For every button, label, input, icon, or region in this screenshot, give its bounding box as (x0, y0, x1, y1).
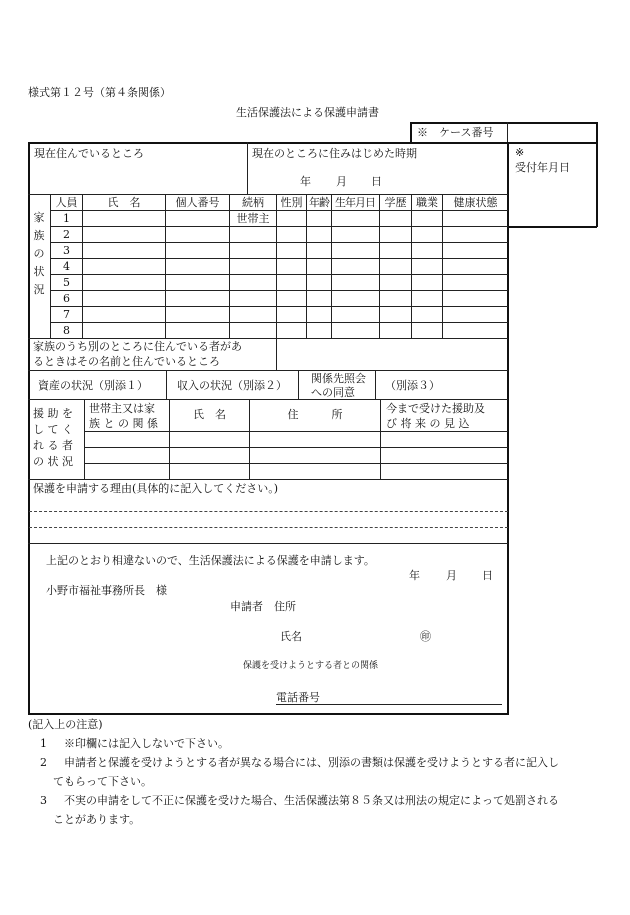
support-side-label-2: し て く (33, 423, 73, 436)
move-in-day: 日 (371, 175, 382, 188)
col-header-count: 人員 (55, 196, 78, 209)
support-side-label-3: れ る 者 (33, 439, 73, 452)
top-border (28, 142, 597, 144)
frame-left (28, 142, 30, 714)
notes-heading: (記入上の注意) (28, 718, 103, 731)
note-1: ※印欄には記入しないで下さい。 (64, 737, 229, 750)
seal-mark: ㊞ (420, 630, 431, 643)
note-3-line-2: ことがあります。 (53, 813, 141, 826)
phone-label: 電話番号 (276, 691, 320, 704)
col-header-age: 年齢 (309, 196, 329, 209)
col-header-name: 氏 名 (107, 196, 141, 209)
consent-attachment-label: （別添３） (385, 379, 440, 392)
consent-label-2: への同意 (311, 386, 355, 399)
receipt-date-label: 受付年月日 (515, 161, 570, 174)
row-number: 4 (63, 260, 70, 273)
col-header-education: 学歴 (384, 196, 407, 209)
reason-line (29, 511, 508, 512)
application-month: 月 (446, 569, 457, 582)
note-3-number: 3 (40, 794, 47, 807)
relation-label: 保護を受けようとする者との関係 (243, 661, 379, 671)
row-number: 7 (63, 308, 70, 321)
support-side-label: 援 助 を (33, 407, 73, 420)
family-side-label: 家 族 の 状 況 (33, 211, 45, 296)
address-divider (247, 142, 248, 194)
phone-underline (276, 704, 502, 705)
frame-right (507, 142, 509, 714)
separate-divider (276, 338, 277, 370)
receipt-box-right (596, 122, 598, 227)
support-relation-header-2: 族 と の 関 係 (89, 417, 158, 430)
col-header-birthdate: 生年月日 (335, 196, 375, 209)
move-in-year: 年 (300, 175, 311, 188)
note-3-line-1: 不実の申請をして不正に保護を受けた場合、生活保護法第８５条又は刑法の規定によって処罰される (64, 794, 559, 807)
family-top-line (28, 194, 508, 195)
head-of-household-cell: 世帯主 (236, 212, 270, 225)
applicant-address-label: 申請者 住所 (230, 600, 296, 613)
assets-top-line (28, 370, 508, 371)
case-number-label: ※ ケース番号 (417, 126, 494, 139)
declaration-top-line (28, 543, 508, 544)
receipt-mark: ※ (515, 146, 525, 159)
reason-line (29, 527, 508, 528)
col-header-id-number: 個人番号 (175, 196, 220, 209)
frame-bottom (28, 713, 509, 715)
row-number: 3 (63, 244, 70, 257)
note-2-line-2: てもらって下さい。 (53, 775, 152, 788)
receipt-box-bottom (507, 226, 597, 228)
row-number: 1 (63, 212, 70, 225)
applicant-name-label: 氏名 (280, 630, 302, 643)
move-in-date-label: 現在のところに住みはじめた時期 (252, 147, 417, 160)
row-number: 5 (63, 276, 70, 289)
current-address-label: 現在住んでいるところ (34, 147, 144, 160)
family-header-line (50, 210, 508, 211)
form-title: 生活保護法による保護申請書 (236, 106, 379, 119)
col-header-health: 健康状態 (453, 196, 498, 209)
support-top-line (28, 399, 508, 400)
declaration-text: 上記のとおり相違ないので、生活保護法による保護を申請します。 (46, 554, 375, 567)
row-number: 2 (63, 228, 70, 241)
note-1-number: 1 (40, 737, 47, 750)
support-side-label-4: の 状 況 (33, 455, 73, 468)
note-2-number: 2 (40, 756, 47, 769)
separate-residence-label-2: るときはその名前と住んでいるところ (33, 355, 220, 368)
reason-label: 保護を申請する理由(具体的に記入してください。) (33, 482, 279, 495)
application-year: 年 (409, 569, 420, 582)
separate-residence-label: 家族のうち別のところに住んでいる者があ (33, 340, 242, 353)
case-box-divider (507, 122, 508, 142)
support-relation-header: 世帯主又は家 (89, 402, 155, 415)
family-bottom-line (28, 338, 508, 339)
case-box-left (410, 122, 412, 142)
application-day: 日 (482, 569, 493, 582)
income-status-label: 収入の状況（別添２） (177, 379, 287, 392)
row-number: 6 (63, 292, 70, 305)
support-future-header: 今まで受けた援助及 (386, 402, 485, 415)
reason-top-line (28, 479, 508, 480)
consent-label: 関係先照会 (311, 372, 366, 385)
row-number: 8 (63, 324, 70, 337)
support-future-header-2: び 将 来 の 見 込 (386, 417, 470, 430)
case-box-top (410, 122, 597, 124)
note-2-line-1: 申請者と保護を受けようとする者が異なる場合には、別添の書類は保護を受けようとする者に記入し (64, 756, 559, 769)
col-header-sex: 性別 (280, 196, 303, 209)
col-header-occupation: 職業 (416, 196, 438, 209)
move-in-month: 月 (336, 175, 347, 188)
col-header-relation: 続柄 (242, 196, 264, 209)
support-address-header: 住 所 (287, 408, 343, 421)
asset-status-label: 資産の状況（別添１） (38, 379, 148, 392)
recipient: 小野市福祉事務所長 様 (46, 584, 167, 597)
form-number: 様式第１２号（第４条関係） (28, 86, 171, 99)
support-name-header: 氏 名 (193, 408, 226, 421)
